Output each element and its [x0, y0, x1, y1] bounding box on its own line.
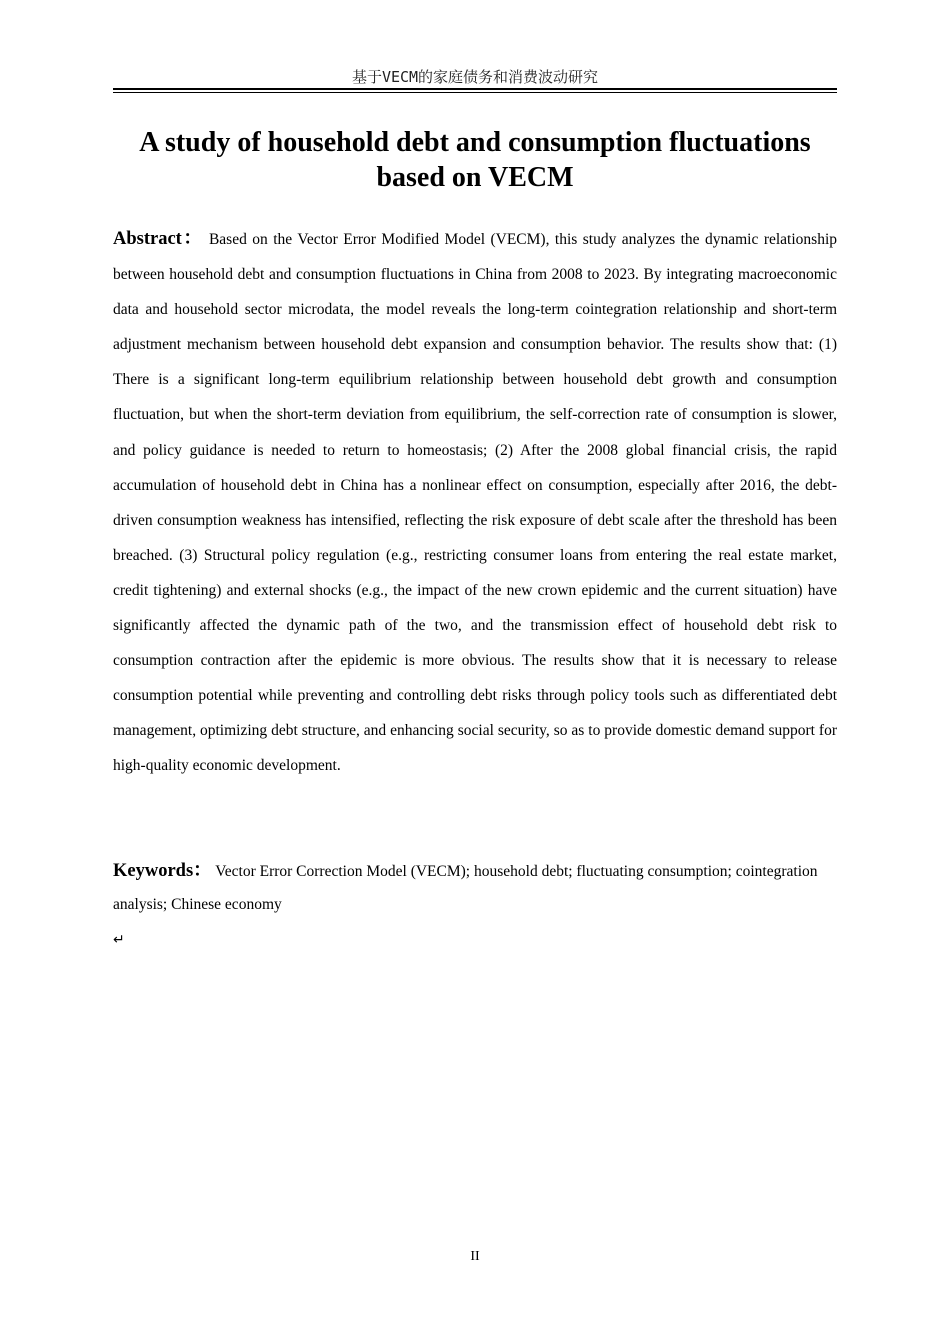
header-divider — [113, 88, 837, 93]
paragraph-return-icon: ↵ — [113, 932, 125, 948]
abstract-label: Abstract： — [113, 229, 204, 249]
keywords-text: Vector Error Correction Model (VECM); household debt; fluctuating consumption; cointegration analysis; Chinese economy — [113, 863, 818, 913]
page-number: II — [470, 1249, 480, 1264]
title-line-2: based on VECM — [376, 162, 574, 193]
abstract-paragraph — [113, 222, 837, 784]
title-line-1: A study of household debt and consumption fluctuations — [139, 127, 811, 158]
abstract-text: Based on the Vector Error Modified Model (VECM), this study analyzes the dynamic relationship between household debt and consumption fluctuations in China from 2008 to 2023. By integrating macroeconomic data and household sector microdata, the model reveals the long-term cointegration relationship and short-term adjustment mechanism between household debt expansion and consumption behavior. The results show that: (1) There is a significant long-term equilibrium relationship between household debt growth and consumption fluctuation, but when the short-term deviation from equilibrium, the self-correction rate of consumption is slower, and policy guidance is needed to return to homeostasis; (2) After the 2008 global financial crisis, the rapid accumulation of household debt in China has a nonlinear effect on consumption, especially after 2016, the debt-driven consumption weakness has intensified, reflecting the risk exposure of debt scale after the threshold has been breached. (3) Structural policy regulation (e.g., restricting consumer loans from entering the real estate market, credit tightening) and external shocks (e.g., the impact of the new crown epidemic and the current situation) have significantly affected the dynamic path of the two, and the transmission effect of household debt risk to consumption contraction after the epidemic is more obvious. The results show that it is necessary to release consumption potential while preventing and controlling debt risks through policy tools such as differentiated debt management, optimizing debt structure, and enhancing social security, so as to provide domestic demand support for high-quality economic development. — [113, 231, 837, 775]
keywords-paragraph — [113, 855, 837, 921]
running-header: 基于VECM的家庭债务和消费波动研究 — [351, 68, 599, 86]
keywords-label: Keywords： — [113, 861, 212, 881]
page-title — [113, 125, 837, 195]
